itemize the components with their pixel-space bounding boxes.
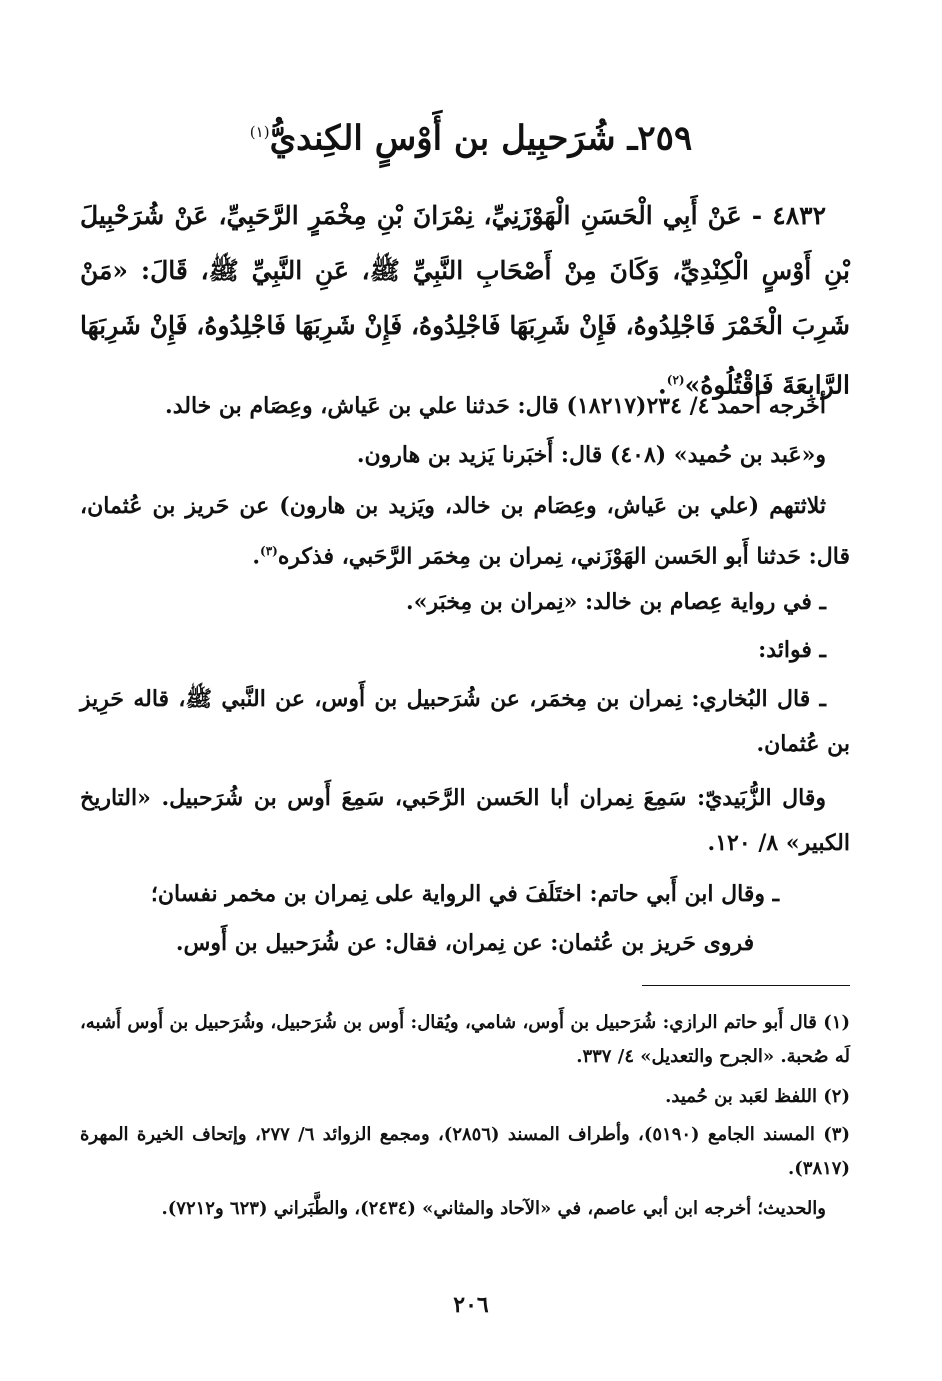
narration-note: ـ في رواية عِصام بن خالد: «نِمران بن مِخبَر». [406, 589, 826, 615]
benefit-paragraph: ـ قال البُخاري: نِمران بن مِخمَر، عن شُرَحبيل بن أَوس، عن النَّبي ﷺ، قاله حَرِيز بن عُثمان. [80, 686, 850, 757]
chapter-title [0, 108, 942, 162]
benefits-heading: ـ فوائد: [758, 637, 826, 663]
footnote-marker: (١) [249, 123, 270, 141]
hadith-end: . [658, 370, 667, 400]
hadith-body: ٤٨٣٢ - عَنْ أَبِي الْحَسَنِ الْهَوْزَنِيِّ، نِمْرَانَ بْنِ مِخْمَرٍ الرَّحَبِيِّ، عَنْ شُرَحْبِيلَ بْنِ أَوْسٍ الْكِنْدِيِّ، وَكَانَ مِنْ أَصْحَابِ النَّبِيِّ ﷺ، عَنِ النَّبِيِّ ﷺ، قَالَ: «مَنْ شَرِبَ الْخَمْرَ فَاجْلِدُوهُ، فَإِنْ شَرِبَهَا فَاجْلِدُوهُ، فَإِنْ شَرِبَهَا فَاجْلِدُوهُ، فَإِنْ شَرِبَهَا الرَّابِعَةَ فَاقْتُلُوهُ» [80, 201, 850, 400]
hadith-text [80, 188, 850, 412]
footnote-divider [642, 985, 850, 986]
page-number: ٢٠٦ [453, 1292, 489, 1318]
takhrij-paragraph: و«عَبد بن حُميد» (٤٠٨) قال: أَخبَرنا يَزيد بن هارون. [356, 442, 826, 468]
footnote: (١) قال أَبو حاتم الرازي: شُرَحبيل بن أَوس، شامي، ويُقال: أَوس بن شُرَحبيل، وشُرَحبيل بن أَوس أَشبه، لَه صُحبة. «الجرح والتعديل» ٤/ ٣٣٧. [80, 1012, 850, 1067]
takhrij-paragraph [80, 484, 850, 579]
benefit-paragraph: فروى حَريز بن عُثمان: عن نِمران، فقال: عن شُرَحبيل بن أَوس. [175, 930, 755, 956]
footnote: (٢) اللفظ لعَبد بن حُميد. [665, 1086, 850, 1107]
footnote-marker: (٣) [260, 544, 278, 558]
benefit-paragraph: ـ وقال ابن أَبي حاتم: اختَلَفَ في الرواية على نِمران بن مخمر نفسان؛ [150, 881, 780, 907]
chapter-title-text: ٢٥٩ـ شُرَحبِيل بن أَوْسٍ الكِنديُّ [269, 118, 693, 159]
footnote-marker: (٢) [666, 373, 685, 387]
footnote: والحديث؛ أخرجه ابن أبي عاصم، في «الآحاد والمثاني» (٢٤٣٤)، والطَّبَراني (٦٢٣ و٧٢١٢). [161, 1198, 826, 1219]
paragraph-body: ثلاثتهم (علي بن عَياش، وعِصَام بن خالد، ويَزيد بن هارون) عن حَريز بن عُثمان، قال: حَدثنا أَبو الحَسن الهَوْزَني، نِمران بن مِخمَر الرَّحَبي، فذكره [80, 493, 850, 570]
benefit-paragraph: وقال الزُّبَيديّ: سَمِعَ نِمران أبا الحَسن الرَّحَبي، سَمِعَ أَوس بن شُرَحبيل. «التاريخ الكبير» ٨/ ١٢٠. [80, 785, 850, 856]
footnote: (٣) المسند الجامع (٥١٩٠)، وأطراف المسند (٢٨٥٦)، ومجمع الزوائد ٦/ ٢٧٧، وإتحاف الخيرة المهرة (٣٨١٧). [80, 1124, 850, 1179]
takhrij-paragraph: أخرجه أحمد ٤/ ٢٣٤(١٨٢١٧) قال: حَدثنا علي بن عَياش، وعِصَام بن خالد. [165, 393, 826, 419]
paragraph-end: . [252, 543, 260, 570]
